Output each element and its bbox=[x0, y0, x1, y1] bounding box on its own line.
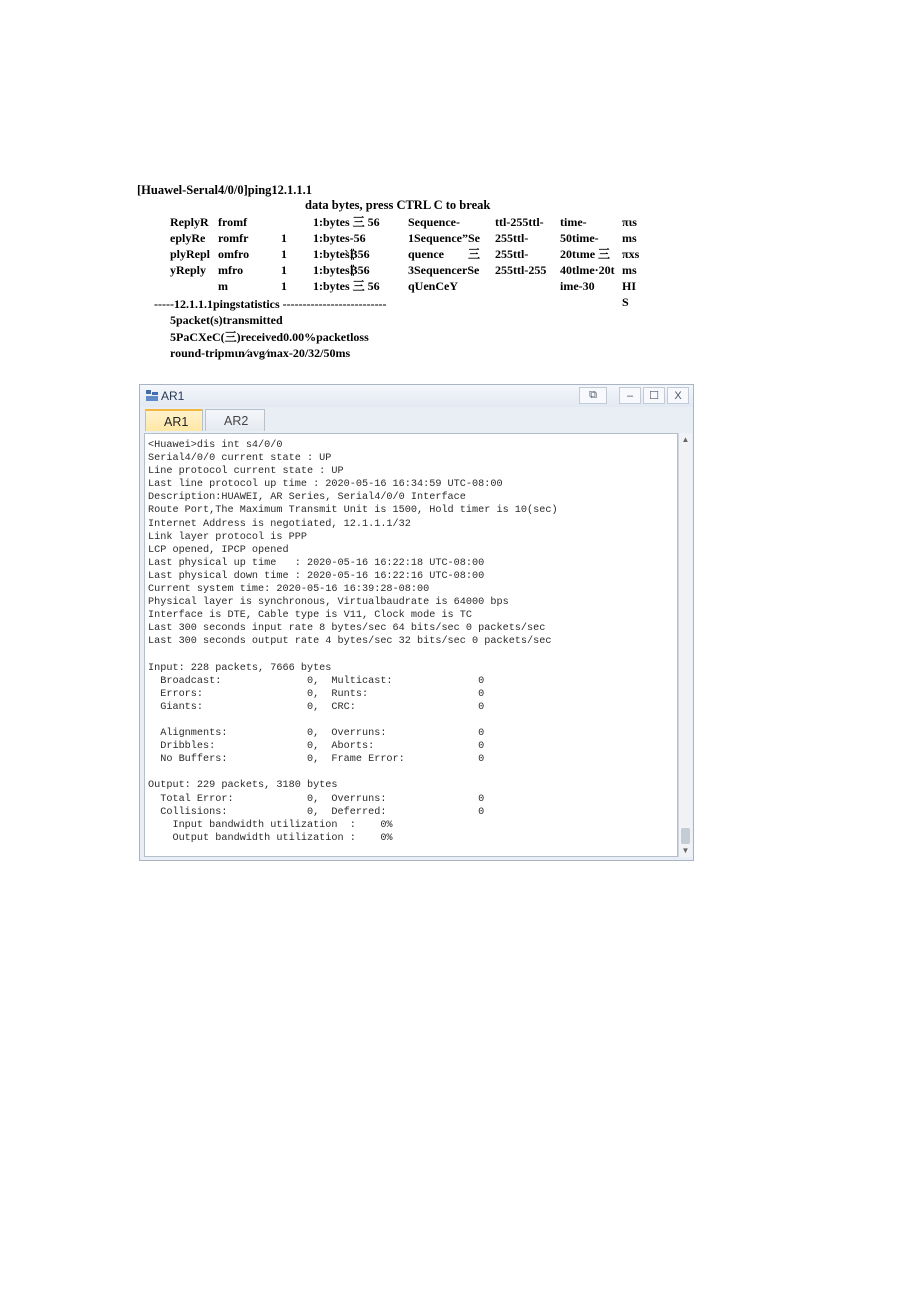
terminal-line: Route Port,The Maximum Transmit Unit is 1500, Hold timer is 10(sec) bbox=[148, 505, 558, 517]
ping-fragment: 20tιme 三 bbox=[560, 247, 611, 261]
ping-reply-column-8 bbox=[622, 214, 639, 310]
router-app-icon bbox=[146, 390, 158, 401]
ping-fragment: 1 bbox=[281, 279, 287, 293]
restore-icon[interactable]: ⧉ bbox=[579, 387, 607, 404]
terminal-line: Output: 229 packets, 3180 bytes bbox=[148, 780, 338, 792]
ping-fragment: πιs bbox=[622, 215, 637, 229]
ping-fragment: m bbox=[218, 279, 228, 293]
terminal-line: Physical layer is synchronous, Virtualbaudrate is 64000 bps bbox=[148, 597, 509, 609]
terminal-line: Giants: 0, CRC: 0 bbox=[148, 701, 485, 713]
ping-fragment: romfr bbox=[218, 231, 249, 245]
ping-fragment: 1:bytes₿56 bbox=[313, 263, 370, 277]
ping-fragment: 40tlme·20t bbox=[560, 263, 615, 277]
terminal-line: Broadcast: 0, Multicast: 0 bbox=[148, 675, 485, 687]
ping-fragment: 255ttl-255 bbox=[495, 263, 547, 277]
ping-fragment: 1:bytes-56 bbox=[313, 231, 366, 245]
ping-fragment: ms bbox=[622, 263, 637, 277]
ping-reply-column-6 bbox=[495, 214, 546, 278]
terminal-line bbox=[148, 714, 558, 727]
ping-fragment: ime-30 bbox=[560, 279, 595, 293]
window-controls bbox=[577, 387, 689, 404]
terminal-line: Input bandwidth utilization : 0% bbox=[148, 819, 393, 831]
ping-fragment: 50time- bbox=[560, 231, 599, 245]
terminal-line: Last physical up time : 2020-05-16 16:22:18 UTC-08:00 bbox=[148, 557, 485, 569]
ping-fragment: S bbox=[622, 295, 629, 309]
ping-fragment: 255ttl- bbox=[495, 231, 529, 245]
ping-fragment bbox=[281, 214, 287, 230]
ping-fragment: πxs bbox=[622, 247, 640, 261]
ping-fragment: ttl-255ttl- bbox=[495, 215, 544, 229]
ping-fragment: HI bbox=[622, 279, 637, 293]
ping-fragment: 1Sequence”Se bbox=[408, 231, 480, 245]
ping-fragment: Sequence- bbox=[408, 215, 460, 229]
ping-reply-column-2 bbox=[218, 214, 249, 294]
scroll-down-icon[interactable]: ▼ bbox=[681, 846, 690, 855]
ping-fragment: 3SequencerSe bbox=[408, 263, 480, 277]
terminal-line bbox=[148, 649, 558, 662]
ping-fragment: qUenCeY bbox=[408, 279, 458, 293]
ping-fragment: eplyRe bbox=[170, 231, 206, 245]
ping-stats-header: -----12.1.1.1pingstatistics -------------------------- bbox=[154, 297, 387, 311]
close-icon[interactable]: X bbox=[667, 387, 689, 404]
terminal-line: Total Error: 0, Overruns: 0 bbox=[148, 793, 485, 805]
window-titlebar[interactable] bbox=[140, 385, 693, 407]
ping-fragment: 1 bbox=[281, 247, 287, 261]
terminal-line: Description:HUAWEI, AR Series, Serial4/0/0 Interface bbox=[148, 492, 466, 504]
tab-ar2[interactable]: AR2 bbox=[205, 409, 265, 431]
ping-fragment: time- bbox=[560, 215, 587, 229]
minimize-icon[interactable]: – bbox=[619, 387, 641, 404]
terminal-line: Alignments: 0, Overruns: 0 bbox=[148, 728, 485, 740]
ping-reply-column-5 bbox=[408, 214, 480, 294]
ping-received: 5PaCXeC(三)received0.00%packetloss bbox=[170, 330, 369, 344]
ping-fragment: 255ttl- bbox=[495, 247, 529, 261]
ping-command: [Huawel-Serιal4/0/0]ping12.1.1.1 bbox=[137, 183, 313, 197]
terminal-line: Current system time: 2020-05-16 16:39:28-08:00 bbox=[148, 584, 430, 596]
ping-data-line: data bytes, press CTRL C to break bbox=[305, 198, 491, 212]
window-title: AR1 bbox=[161, 389, 185, 403]
ping-fragment: quence 三 bbox=[408, 247, 481, 261]
ping-fragment: ms bbox=[622, 231, 637, 245]
terminal-line: LCP opened, IPCP opened bbox=[148, 544, 289, 556]
ping-fragment: fromf bbox=[218, 215, 248, 229]
terminal-lines bbox=[148, 439, 558, 845]
ping-reply-column-7 bbox=[560, 214, 615, 294]
terminal-window bbox=[139, 384, 694, 861]
ping-fragment: 1:bytes̀₿56 bbox=[313, 247, 370, 261]
ping-fragment: ReplyR bbox=[170, 215, 209, 229]
ping-fragment: omfro bbox=[218, 247, 250, 261]
terminal-line: <Huawei>dis int s4/0/0 bbox=[148, 440, 283, 451]
terminal-line: Last physical down time : 2020-05-16 16:22:16 UTC-08:00 bbox=[148, 570, 485, 582]
terminal-line: Interface is DTE, Cable type is V11, Clock mode is TC bbox=[148, 610, 473, 622]
scroll-up-icon[interactable]: ▲ bbox=[681, 435, 690, 444]
terminal-line: Errors: 0, Runts: 0 bbox=[148, 688, 485, 700]
terminal-line: Last 300 seconds output rate 4 bytes/sec 32 bits/sec 0 packets/sec bbox=[148, 636, 552, 648]
vertical-scrollbar[interactable] bbox=[678, 433, 692, 857]
terminal-line: Dribbles: 0, Aborts: 0 bbox=[148, 741, 485, 753]
terminal-line: Last 300 seconds input rate 8 bytes/sec 64 bits/sec 0 packets/sec bbox=[148, 623, 546, 635]
ping-fragment: mfro bbox=[218, 263, 244, 277]
scrollbar-thumb[interactable] bbox=[681, 828, 690, 844]
terminal-line: Output bandwidth utilization : 0% bbox=[148, 832, 393, 844]
ping-reply-column-1 bbox=[170, 214, 210, 278]
ping-fragment: 1 bbox=[281, 263, 287, 277]
terminal-line: Last line protocol up time : 2020-05-16 16:34:59 UTC-08:00 bbox=[148, 479, 503, 491]
terminal-line: Link layer protocol is PPP bbox=[148, 531, 307, 543]
ping-fragment: 1 bbox=[281, 231, 287, 245]
terminal-line: Collisions: 0, Deferred: 0 bbox=[148, 806, 485, 818]
terminal-output[interactable] bbox=[144, 433, 678, 857]
tab-ar1[interactable]: AR1 bbox=[145, 409, 203, 431]
terminal-line: Line protocol current state : UP bbox=[148, 466, 344, 478]
ping-fragment: plyRepl bbox=[170, 247, 211, 261]
ping-roundtrip: round-tripmιn∕avg∕max-20/32/50ms bbox=[170, 346, 351, 360]
terminal-line: Serial4/0/0 current state : UP bbox=[148, 453, 332, 465]
terminal-line: Input: 228 packets, 7666 bytes bbox=[148, 662, 332, 674]
terminal-line bbox=[148, 766, 558, 779]
ping-fragment: 1:bytes 三 56 bbox=[313, 279, 380, 293]
ping-transmitted: 5packet(s)transmitted bbox=[170, 313, 283, 327]
terminal-line: Internet Address is negotiated, 12.1.1.1/32 bbox=[148, 518, 411, 530]
ping-reply-column-3 bbox=[281, 214, 287, 294]
maximize-icon[interactable]: ☐ bbox=[643, 387, 665, 404]
ping-fragment: yReply bbox=[170, 263, 206, 277]
ping-fragment: 1:bytes 三 56 bbox=[313, 215, 380, 229]
terminal-line: No Buffers: 0, Frame Error: 0 bbox=[148, 754, 485, 766]
ping-reply-column-4 bbox=[313, 214, 380, 294]
